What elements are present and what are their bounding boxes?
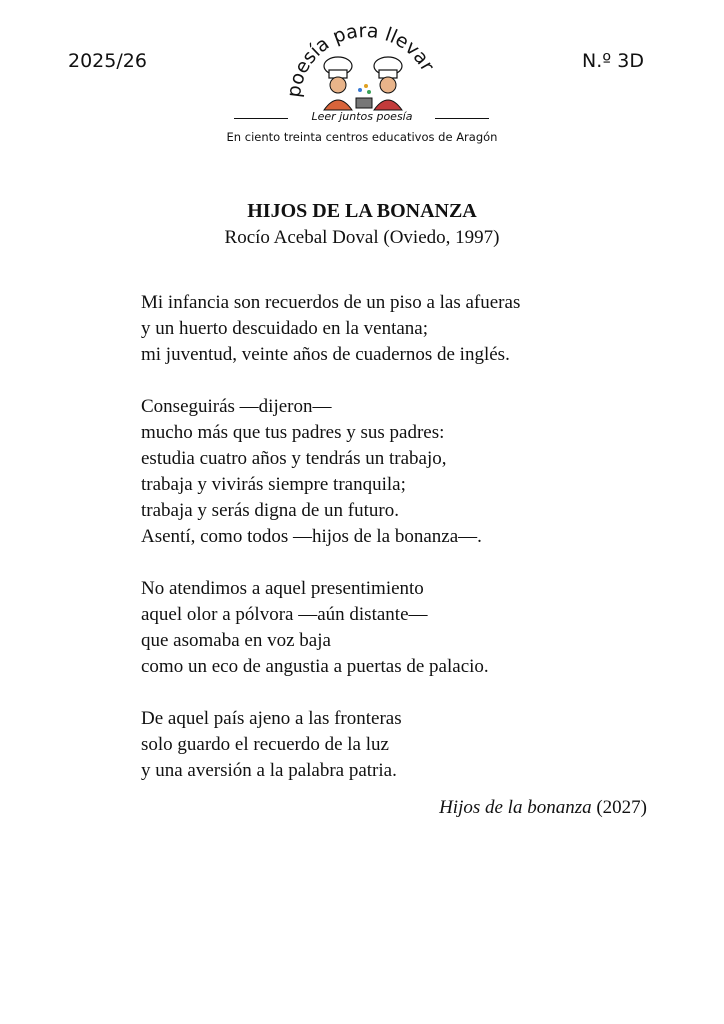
cooking-pot-icon	[356, 84, 372, 108]
poem-line: y un huerto descuidado en la ventana;	[141, 318, 429, 339]
stanza	[141, 706, 520, 784]
source-book-title: Hijos de la bonanza	[439, 797, 592, 818]
poem-line: solo guardo el recuerdo de la luz	[141, 734, 389, 755]
poem-line: estudia cuatro años y tendrás un trabajo,	[141, 448, 447, 469]
poem-author: Rocío Acebal Doval (Oviedo, 1997)	[224, 227, 500, 248]
poem-body	[141, 290, 520, 810]
stanza	[141, 394, 520, 550]
poem-line: aquel olor a pólvora —aún distante—	[141, 604, 428, 625]
poem-line: Mi infancia son recuerdos de un piso a las afueras	[141, 292, 521, 313]
logo-graphic	[280, 18, 444, 118]
poem-title: HIJOS DE LA BONANZA	[247, 200, 477, 222]
poem-line: como un eco de angustia a puertas de palacio.	[141, 656, 489, 677]
chef-right-icon	[374, 57, 402, 110]
season-label: 2025/26	[68, 50, 147, 72]
network-subtitle: En ciento treinta centros educativos de Aragón	[226, 130, 498, 144]
tagline: Leer juntos poesía	[311, 110, 413, 123]
stanza	[141, 576, 520, 680]
poesia-para-llevar-logo	[280, 18, 444, 118]
poem-line: mi juventud, veinte años de cuadernos de inglés.	[141, 344, 510, 365]
poem-line: Conseguirás —dijeron—	[141, 396, 332, 417]
divider-right	[435, 118, 489, 119]
poem-line: mucho más que tus padres y sus padres:	[141, 422, 445, 443]
issue-number: N.º 3D	[582, 50, 644, 72]
logo-arc-text: poesía para llevar	[282, 19, 439, 99]
poem-line: No atendimos a aquel presentimiento	[141, 578, 424, 599]
poem-line: y una aversión a la palabra patria.	[141, 760, 397, 781]
poem-source	[439, 797, 647, 819]
source-year: (2027)	[596, 797, 647, 818]
poem-line: trabaja y vivirás siempre tranquila;	[141, 474, 406, 495]
stanza	[141, 290, 520, 368]
poem-line: Asentí, como todos —hijos de la bonanza—.	[141, 526, 482, 547]
poem-line: que asomaba en voz baja	[141, 630, 331, 651]
chef-left-icon	[324, 57, 352, 110]
poem-line: trabaja y serás digna de un futuro.	[141, 500, 399, 521]
poem-line: De aquel país ajeno a las fronteras	[141, 708, 402, 729]
